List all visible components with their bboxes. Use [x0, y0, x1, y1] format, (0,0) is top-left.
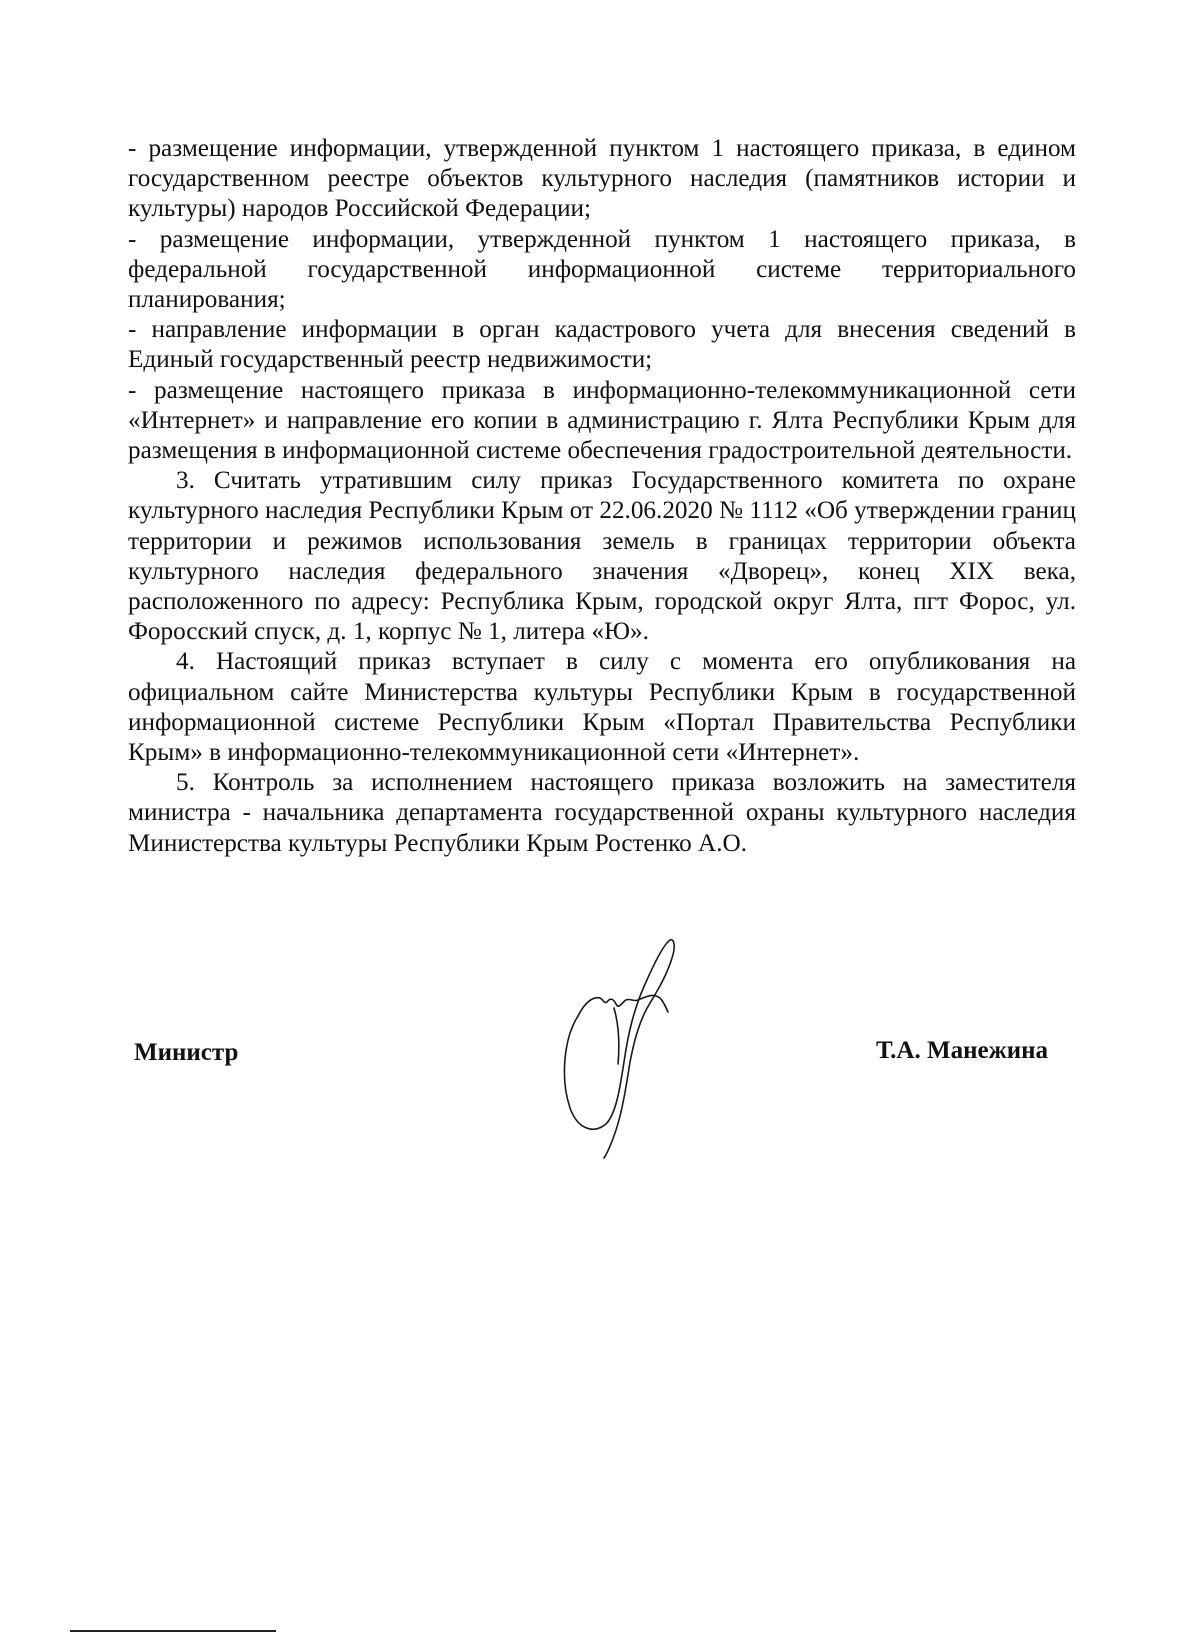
footer-divider: [70, 1630, 276, 1632]
handwritten-signature: [554, 938, 714, 1178]
paragraph-item-5: 5. Контроль за исполнением настоящего приказа возложить на заместителя министра - начальника департамента государственной охраны культурного наследия Министерства культуры Республики Крым Ростенко А.О.: [128, 769, 1076, 857]
signatory-name: Т.А. Манежина: [876, 1037, 1049, 1064]
paragraph-fgis-tp: - размещение информации, утвержденной пунктом 1 настоящего приказа, в федеральной государственной информационной системе территориального планирования;: [128, 225, 1076, 314]
document-body: [128, 134, 1076, 859]
paragraph-kadastr: - направление информации в орган кадастрового учета для внесения сведений в Единый государственный реестр недвижимости;: [128, 316, 1076, 374]
paragraph-item-3: 3. Считать утратившим силу приказ Государственного комитета по охране культурного наследия Республики Крым от 22.06.2020 № 1112 «Об утверждении границ территории и режимов использования земель в границах территории объекта культурного наследия федерального значения «Дворец», конец XIX века, расположенного по адресу: Республика Крым, городской округ Ялта, пгт Форос, ул. Форосский спуск, д. 1, корпус № 1, литера «Ю».: [128, 467, 1076, 646]
paragraph-internet-publication: - размещение настоящего приказа в информационно-телекоммуникационной сети «Интернет» и направление его копии в администрацию г. Ялта Республики Крым для размещения в информационной системе обеспечения градостроительной деятельности.: [128, 376, 1076, 465]
paragraph-item-4: 4. Настоящий приказ вступает в силу с момента его опубликования на официальном сайте Министерства культуры Республики Крым в государственной информационной системе Республики Крым «Портал Правительства Республики Крым» в информационно-телекоммуникационной сети «Интернет».: [128, 648, 1076, 767]
signatory-title: Министр: [134, 1039, 239, 1066]
paragraph-reestr-okn: - размещение информации, утвержденной пунктом 1 настоящего приказа, в едином государственном реестре объектов культурного наследия (памятников истории и культуры) народов Российской Федерации;: [128, 135, 1076, 223]
